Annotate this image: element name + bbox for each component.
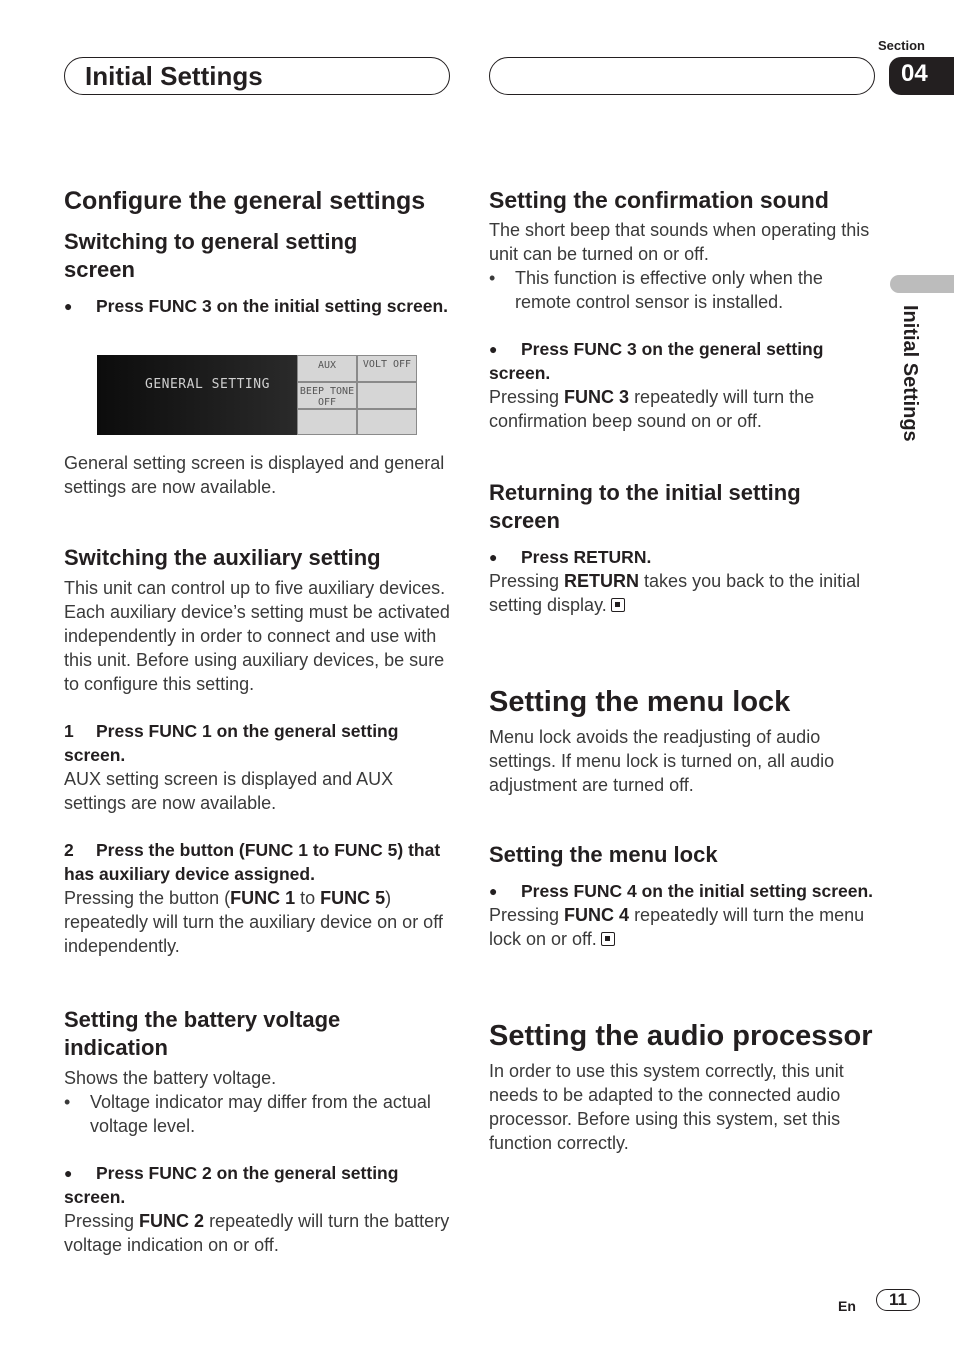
step-aux-1-body: AUX setting screen is displayed and AUX settings are now available.	[64, 769, 394, 813]
display-main-text: GENERAL SETTING	[145, 377, 270, 392]
bullet-dot-icon	[64, 296, 96, 316]
heading-menu-lock-main: Setting the menu lock	[489, 686, 791, 718]
right-column	[489, 186, 875, 1155]
step-aux-1: 1 Press FUNC 1 on the general setting screen.	[64, 721, 399, 765]
step-aux-2: 2 Press the button (FUNC 1 to FUNC 5) that has auxiliary device assigned.	[64, 840, 441, 884]
confirmation-bullet: • This function is effective only when the remote control sensor is installed.	[489, 268, 823, 312]
confirmation-body: The short beep that sounds when operating this unit can be turned on or off.	[489, 220, 870, 264]
display-cell-volt: VOLT OFF	[357, 355, 417, 382]
step-returning-body: Pressing RETURN takes you back to the initial setting display.	[489, 571, 861, 615]
left-column	[64, 186, 454, 318]
display-main-area	[97, 355, 297, 435]
display-cell-beep: BEEP TONE OFF	[297, 382, 357, 409]
end-mark-icon	[601, 932, 615, 946]
chapter-title: Initial Settings	[85, 61, 263, 91]
general-screen-body: General setting screen is displayed and general settings are now available.	[64, 453, 445, 497]
header-empty-banner	[489, 57, 875, 95]
bullet-dot-icon	[489, 339, 521, 359]
bullet-dot-icon	[489, 547, 521, 567]
heading-confirmation: Setting the confirmation sound	[489, 187, 829, 213]
display-cell-empty	[357, 382, 417, 409]
display-cell-empty	[357, 409, 417, 435]
bullet-dot-icon	[64, 1163, 96, 1183]
battery-bullet: • Voltage indicator may differ from the actual voltage level.	[64, 1092, 431, 1136]
heading-menu-lock-sub: Setting the menu lock	[489, 842, 718, 867]
heading-battery: Setting the battery voltage indication	[64, 1007, 341, 1060]
step-aux-2-body: Pressing the button (FUNC 1 to FUNC 5) repeatedly will turn the auxiliary device on or off independently.	[64, 888, 443, 956]
step-confirmation: ● Press FUNC 3 on the general setting screen.	[489, 337, 875, 385]
heading-auxiliary: Switching the auxiliary setting	[64, 545, 381, 570]
battery-body: Shows the battery voltage.	[64, 1068, 277, 1088]
chapter-title-banner	[64, 57, 450, 95]
display-cell-empty	[297, 409, 357, 435]
section-label: Section	[878, 38, 925, 53]
bullet-dot-icon	[489, 881, 521, 901]
menu-lock-body: Menu lock avoids the readjusting of audio settings. If menu lock is turned on, all audio adjustment are turned off.	[489, 727, 835, 795]
step-battery-body: Pressing FUNC 2 repeatedly will turn the battery voltage indication on or off.	[64, 1211, 450, 1255]
step-menu-lock-body: Pressing FUNC 4 repeatedly will turn the menu lock on or off.	[489, 905, 865, 949]
heading-returning: Returning to the initial setting screen	[489, 480, 801, 533]
page-number: 11	[876, 1289, 920, 1311]
section-number: 04	[889, 57, 954, 95]
main-heading-general: Configure the general settings	[64, 187, 426, 215]
heading-general-screen: Switching to general setting screen	[64, 229, 358, 282]
step-general-screen: ● Press FUNC 3 on the initial setting screen.	[64, 294, 454, 318]
display-screen-illustration	[97, 355, 417, 435]
heading-audio-processor: Setting the audio processor	[489, 1020, 873, 1052]
step-confirmation-body: Pressing FUNC 3 repeatedly will turn the confirmation beep sound on or off.	[489, 387, 815, 431]
step-menu-lock: ● Press FUNC 4 on the initial setting screen.	[489, 879, 875, 903]
left-column-lower	[64, 451, 450, 1257]
language-label: En	[838, 1298, 856, 1314]
side-tab-text: Initial Settings	[899, 305, 921, 442]
audio-processor-body: In order to use this system correctly, this unit needs to be adapted to the connected audio processor. Before using this system, set this function correctly.	[489, 1061, 844, 1153]
end-mark-icon	[611, 598, 625, 612]
step-battery: ● Press FUNC 2 on the general setting screen.	[64, 1161, 450, 1209]
auxiliary-body: This unit can control up to five auxiliary devices. Each auxiliary device’s setting must be activated independently in order to connect and use with this unit. Before using auxiliary devices, be sure to configure this setting.	[64, 578, 450, 694]
step-returning: ● Press RETURN.	[489, 545, 875, 569]
side-tab-marker	[890, 275, 954, 293]
display-cell-aux: AUX	[297, 355, 357, 382]
